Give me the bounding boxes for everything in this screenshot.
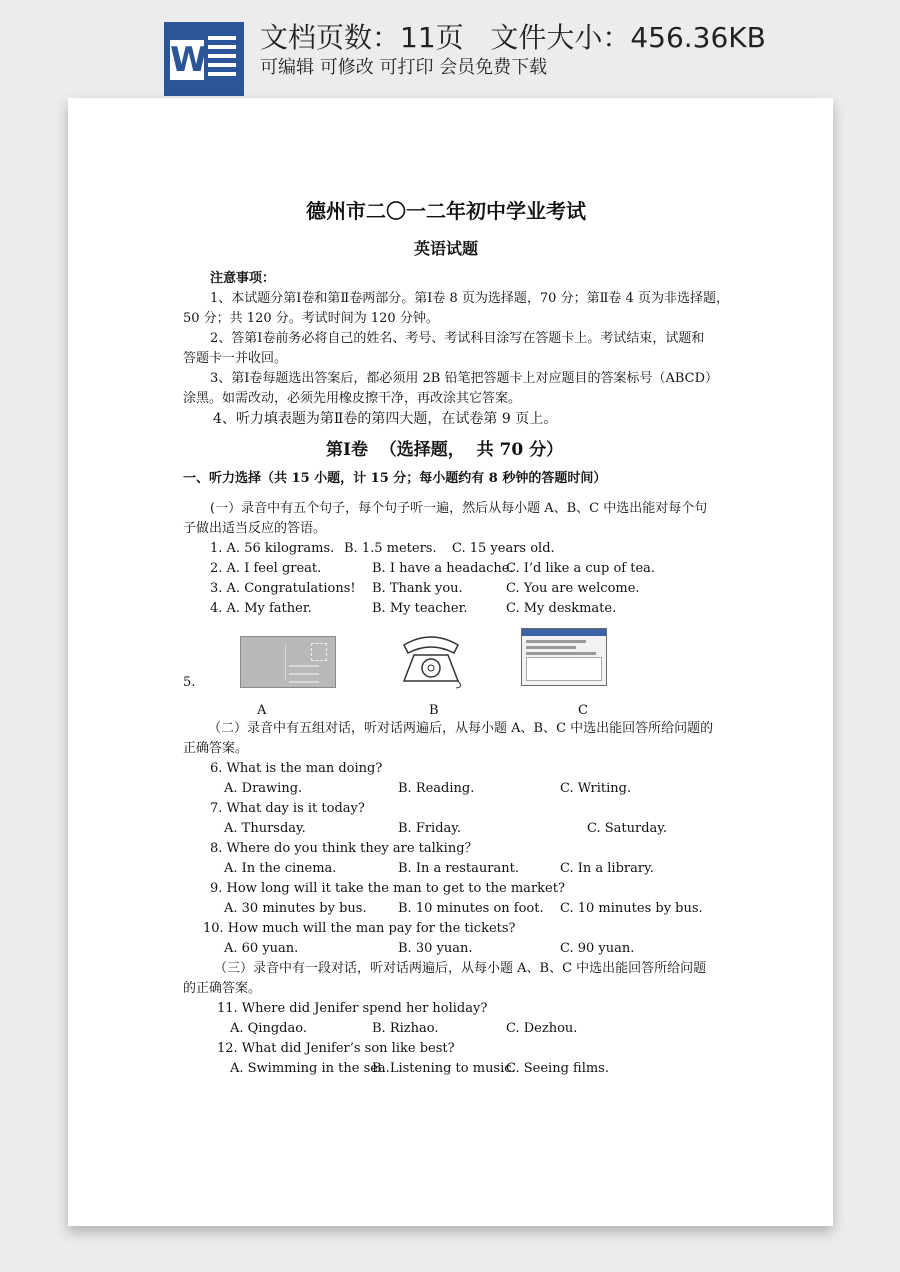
word-document-icon: W <box>164 22 244 96</box>
q12: 12. What did Jenifer’s son like best? <box>217 1041 455 1056</box>
q8-b: B. In a restaurant. <box>398 861 519 876</box>
notice-1a: 1、本试题分第Ⅰ卷和第Ⅱ卷两部分。第Ⅰ卷 8 页为选择题，70 分；第Ⅱ卷 4 页为非选择题， <box>210 291 729 306</box>
q3-a: 3. A. Congratulations! <box>210 581 356 596</box>
sub-3b: 的正确答案。 <box>183 981 262 996</box>
download-banner <box>0 0 900 100</box>
notice-3b: 涂黑。如需改动，必须先用橡皮擦干净，再改涂其它答案。 <box>183 391 522 406</box>
q7-c: C. Saturday. <box>587 821 668 836</box>
q9-b: B. 10 minutes on foot. <box>398 901 544 916</box>
q8-c: C. In a library. <box>560 861 654 876</box>
notice-2b: 答题卡一并收回。 <box>183 351 288 366</box>
q5-label-a: A <box>257 703 267 718</box>
q5-number: 5. <box>183 675 196 690</box>
section-1-heading: 一、听力选择（共 15 小题，计 15 分；每小题约有 8 秒钟的答题时间） <box>183 471 607 486</box>
document-page <box>68 98 833 1226</box>
sub-2a: （二）录音中有五组对话，听对话两遍后，从每小题 A、B、C 中选出能回答所给问题的 <box>208 721 714 736</box>
q11-b: B. Rizhao. <box>372 1021 439 1036</box>
q9: 9. How long will it take the man to get to the market? <box>210 881 565 896</box>
q5-label-c: C <box>578 703 588 718</box>
q6-c: C. Writing. <box>560 781 632 796</box>
telephone-image <box>398 631 464 689</box>
file-info-title: 文档页数：11页 文件大小：456.36KB <box>260 21 766 54</box>
q6: 6. What is the man doing? <box>210 761 383 776</box>
q8-a: A. In the cinema. <box>224 861 337 876</box>
q10-c: C. 90 yuan. <box>560 941 635 956</box>
q11-c: C. Dezhou. <box>506 1021 578 1036</box>
q4-c: C. My deskmate. <box>506 601 617 616</box>
sub-3a: （三）录音中有一段对话，听对话两遍后，从每小题 A、B、C 中选出能回答所给问题 <box>214 961 707 976</box>
notice-heading: 注意事项： <box>210 271 276 286</box>
q12-c: C. Seeing films. <box>506 1061 609 1076</box>
q9-a: A. 30 minutes by bus. <box>224 901 367 916</box>
q1-c: C. 15 years old. <box>452 541 555 556</box>
exam-title: 德州市二〇一二年初中学业考试 <box>306 199 586 223</box>
q6-a: A. Drawing. <box>224 781 303 796</box>
notice-4: 4、听力填表题为第Ⅱ卷的第四大题，在试卷第 9 页上。 <box>213 411 558 427</box>
part-1-heading: 第Ⅰ卷 （选择题， 共 70 分） <box>326 440 564 460</box>
q9-c: C. 10 minutes by bus. <box>560 901 703 916</box>
q5-label-b: B <box>429 703 439 718</box>
q11-a: A. Qingdao. <box>230 1021 307 1036</box>
sub-1b: 子做出适当反应的答语。 <box>183 521 327 536</box>
q7-a: A. Thursday. <box>224 821 306 836</box>
file-info-subtitle: 可编辑 可修改 可打印 会员免费下载 <box>260 57 548 78</box>
q7: 7. What day is it today? <box>210 801 365 816</box>
q10: 10. How much will the man pay for the tickets? <box>203 921 516 936</box>
email-window-image <box>521 628 607 686</box>
q6-b: B. Reading. <box>398 781 475 796</box>
q4-a: 4. A. My father. <box>210 601 312 616</box>
notice-2a: 2、答第Ⅰ卷前务必将自己的姓名、考号、考试科目涂写在答题卡上。考试结束，试题和 <box>210 331 705 346</box>
q1-b: B. 1.5 meters. <box>344 541 437 556</box>
exam-subtitle: 英语试题 <box>414 239 479 258</box>
q4-b: B. My teacher. <box>372 601 468 616</box>
q10-a: A. 60 yuan. <box>224 941 299 956</box>
sub-1a: (一）录音中有五个句子，每个句子听一遍，然后从每小题 A、B、C 中选出能对每个句 <box>210 501 708 516</box>
postcard-image <box>240 636 336 688</box>
q7-b: B. Friday. <box>398 821 462 836</box>
notice-3a: 3、第Ⅰ卷每题选出答案后，都必须用 2B 铅笔把答题卡上对应题目的答案标号（ABCD） <box>210 371 719 386</box>
sub-2b: 正确答案。 <box>183 741 249 756</box>
q12-b: B. Listening to music. <box>372 1061 516 1076</box>
notice-1b: 50 分；共 120 分。考试时间为 120 分钟。 <box>183 311 439 326</box>
q2-c: C. I’d like a cup of tea. <box>506 561 656 576</box>
q10-b: B. 30 yuan. <box>398 941 473 956</box>
q11: 11. Where did Jenifer spend her holiday? <box>217 1001 488 1016</box>
q3-b: B. Thank you. <box>372 581 463 596</box>
q8: 8. Where do you think they are talking？ <box>210 841 478 856</box>
q2-a: 2. A. I feel great. <box>210 561 322 576</box>
q3-c: C. You are welcome. <box>506 581 640 596</box>
q2-b: B. I have a headache. <box>372 561 514 576</box>
q12-a: A. Swimming in the sea. <box>230 1061 390 1076</box>
q1-a: 1. A. 56 kilograms. <box>210 541 335 556</box>
